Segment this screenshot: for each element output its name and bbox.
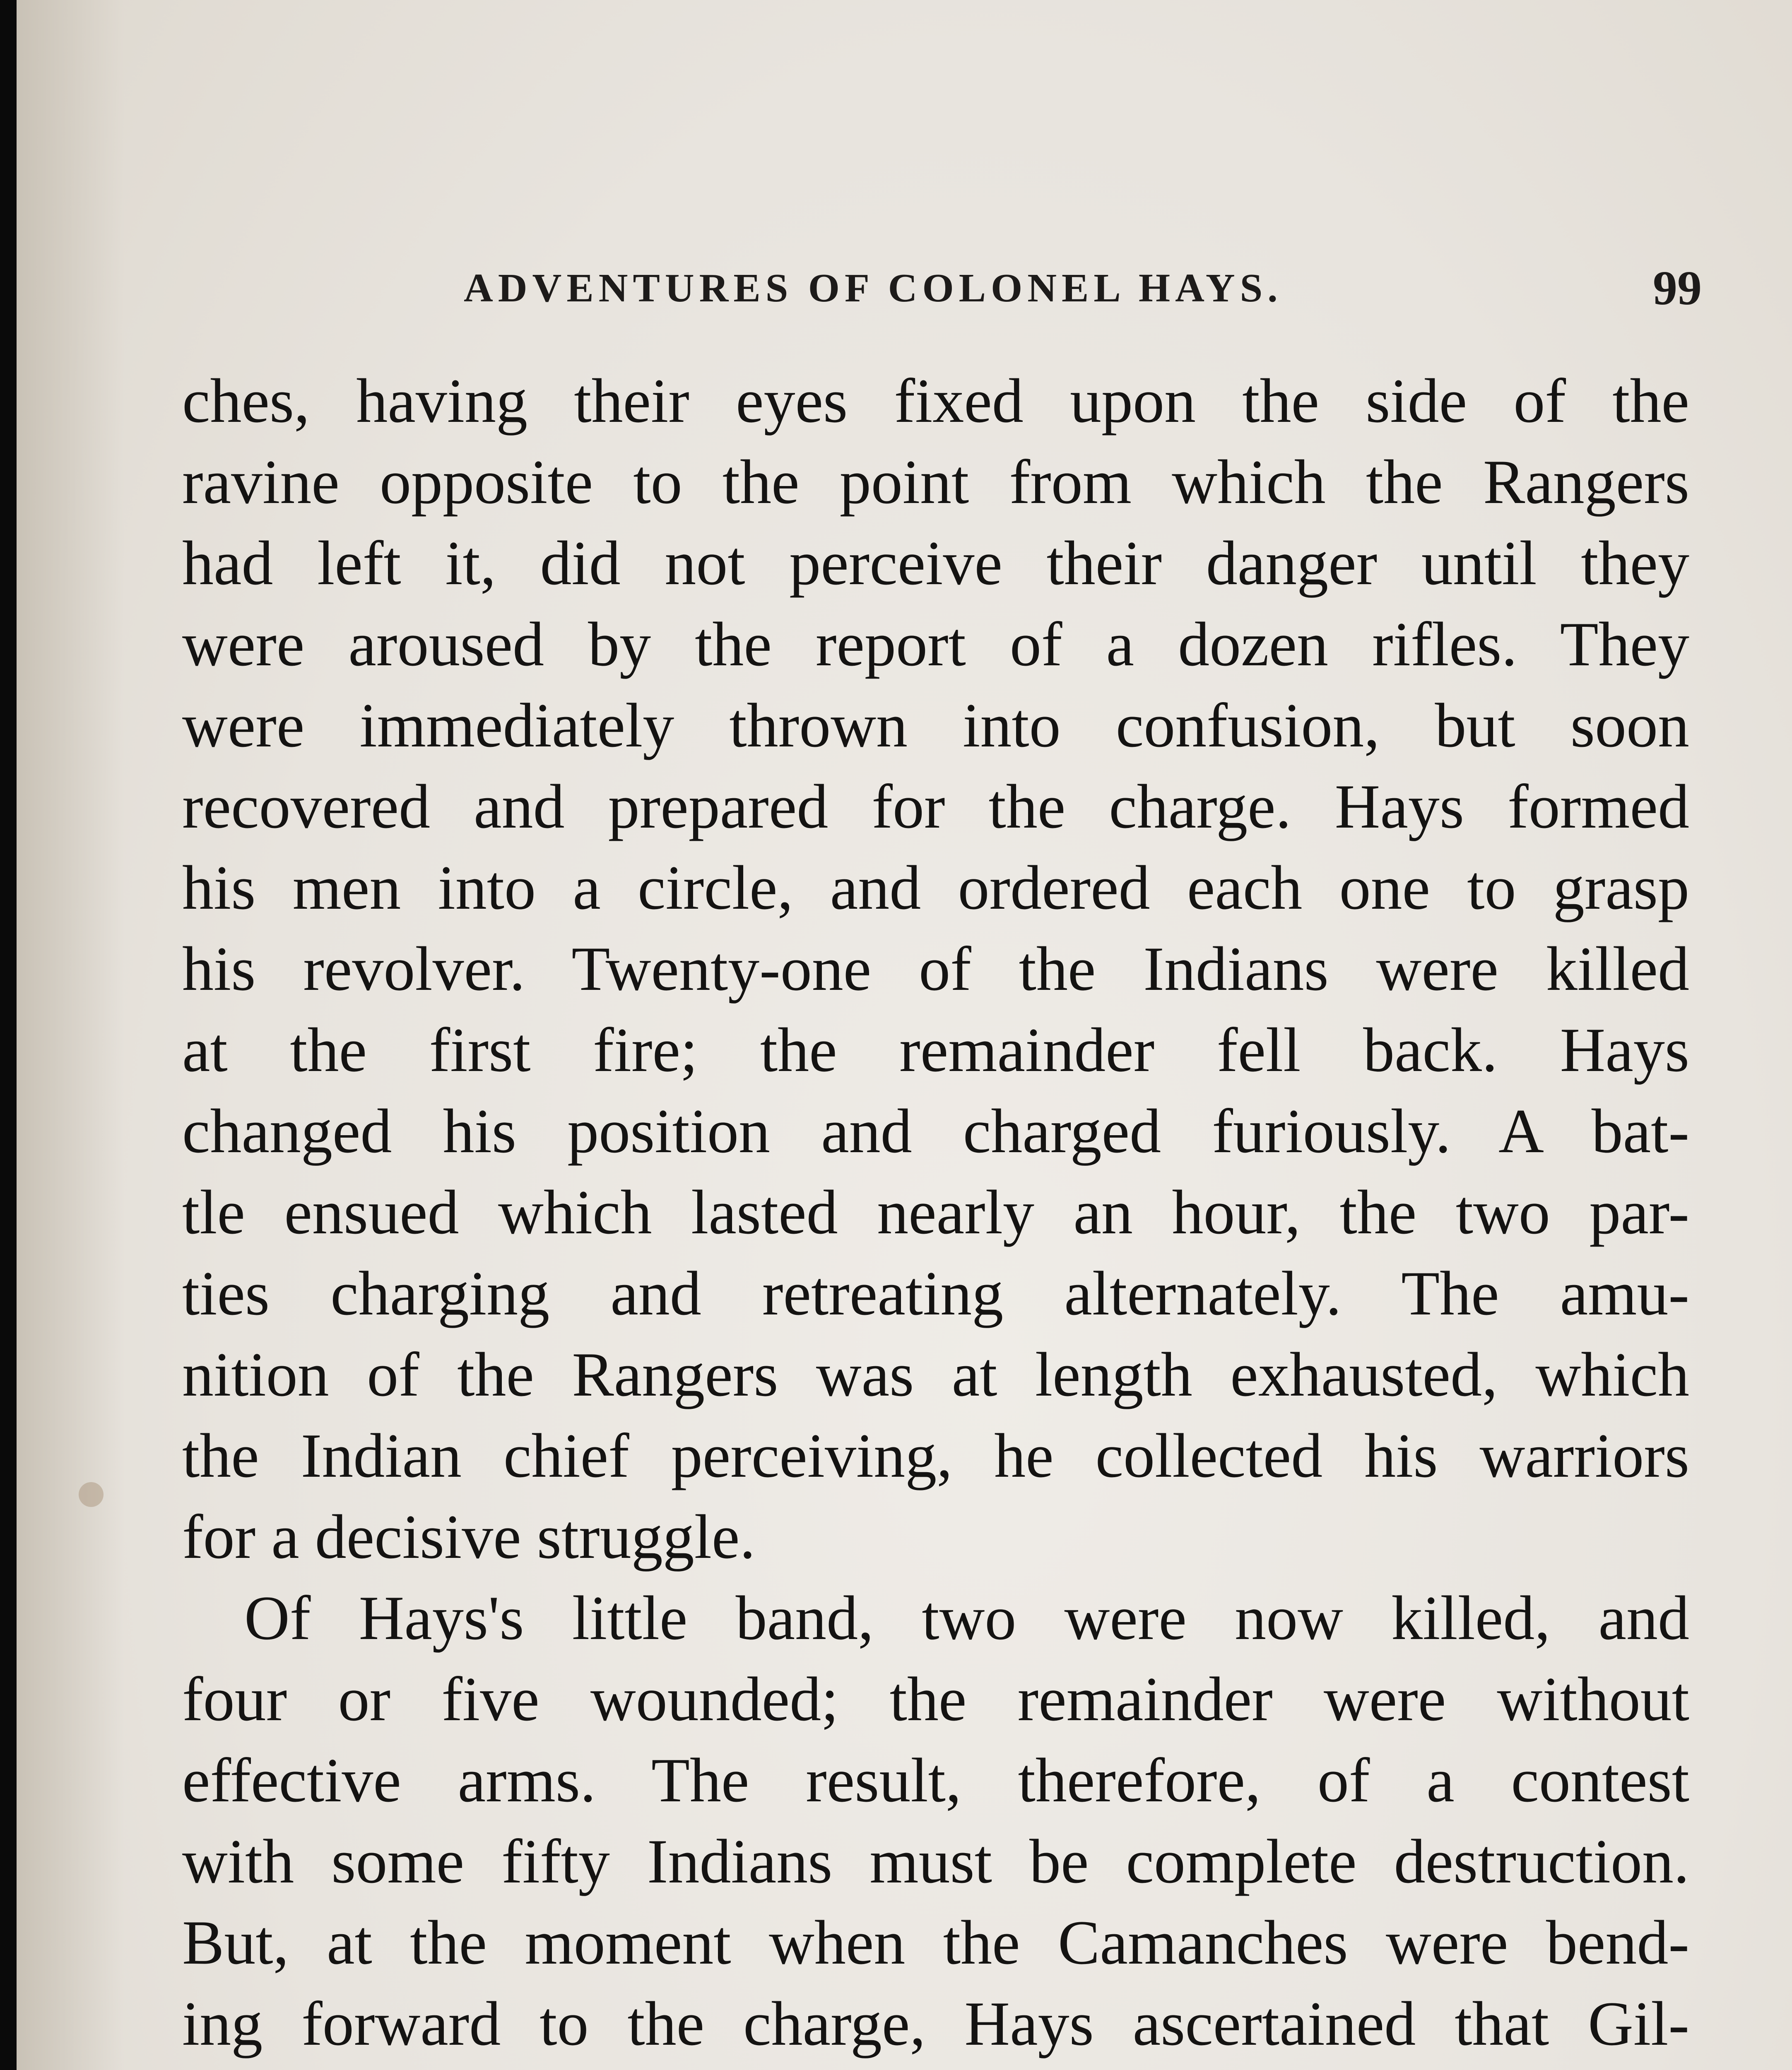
- text-line: ing forward to the charge, Hays ascertained that Gil-: [182, 1989, 1689, 2058]
- text-line: effective arms. The result, therefore, of a contest: [182, 1745, 1689, 1815]
- text-line: had left it, did not perceive their danger until they: [182, 528, 1689, 598]
- text-line: with some fifty Indians must be complete destruction.: [182, 1827, 1689, 1896]
- text-line: changed his position and charged furiously. A bat-: [182, 1096, 1689, 1166]
- body-text: [182, 360, 1689, 2070]
- page-number: 99: [1653, 261, 1702, 315]
- running-title: ADVENTURES OF COLONEL HAYS.: [464, 266, 1283, 310]
- running-header: [464, 261, 1702, 323]
- text-line: his men into a circle, and ordered each one to grasp: [182, 853, 1689, 922]
- text-line: were immediately thrown into confusion, but soon: [182, 691, 1689, 760]
- book-page: [17, 0, 1792, 2070]
- text-line: for a decisive struggle.: [182, 1502, 756, 1572]
- text-line: ties charging and retreating alternately. The amu-: [182, 1259, 1689, 1328]
- text-line: at the first fire; the remainder fell back. Hays: [182, 1015, 1689, 1085]
- text-line: ches, having their eyes fixed upon the side of the: [182, 366, 1689, 436]
- text-line: tle ensued which lasted nearly an hour, the two par-: [182, 1177, 1689, 1247]
- text-line: nition of the Rangers was at length exhausted, which: [182, 1340, 1689, 1409]
- text-line: But, at the moment when the Camanches were bend-: [182, 1908, 1689, 1977]
- foxing-stain: [79, 1482, 104, 1507]
- text-line: Of Hays's little band, two were now killed, and: [244, 1583, 1689, 1653]
- text-line: the Indian chief perceiving, he collected his warriors: [182, 1421, 1689, 1490]
- text-line: [182, 2064, 1689, 2070]
- text-line: four or five wounded; the remainder were without: [182, 1664, 1689, 1734]
- text-line: recovered and prepared for the charge. Hays formed: [182, 772, 1689, 841]
- text-line: were aroused by the report of a dozen rifles. They: [182, 609, 1689, 679]
- text-line: ravine opposite to the point from which the Rangers: [182, 447, 1689, 517]
- text-line: his revolver. Twenty-one of the Indians were killed: [182, 934, 1689, 1004]
